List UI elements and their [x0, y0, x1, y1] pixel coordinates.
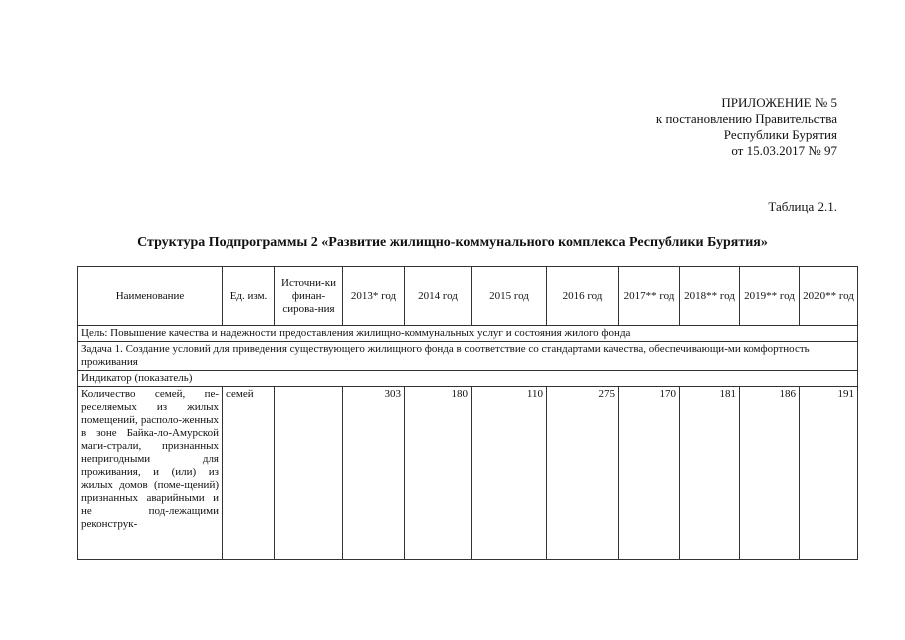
- col-header-2019: 2019** год: [740, 267, 800, 326]
- col-header-2018: 2018** год: [680, 267, 740, 326]
- appendix-line-republic: Республики Бурятия: [723, 127, 837, 142]
- value-2016: 275: [547, 387, 619, 560]
- indicator-source: [275, 387, 343, 560]
- col-header-2016: 2016 год: [547, 267, 619, 326]
- appendix-number: ПРИЛОЖЕНИЕ № 5: [721, 95, 837, 110]
- indicator-header-row: [78, 371, 858, 387]
- appendix-header: [656, 95, 837, 159]
- col-header-unit: Ед. изм.: [223, 267, 275, 326]
- task-text: Задача 1. Создание условий для приведения существующего жилищного фонда в соответствие со стандартами качества, обеспечивающи-ми комфортность проживания: [78, 342, 858, 371]
- value-2017: 170: [619, 387, 680, 560]
- structure-table: [77, 266, 858, 560]
- value-2019: 186: [740, 387, 800, 560]
- value-2013: 303: [343, 387, 405, 560]
- col-header-2017: 2017** год: [619, 267, 680, 326]
- indicator-header: Индикатор (показатель): [78, 371, 858, 387]
- value-2018: 181: [680, 387, 740, 560]
- appendix-line-resolution: к постановлению Правительства: [655, 111, 837, 126]
- col-header-name: Наименование: [78, 267, 223, 326]
- goal-text: Цель: Повышение качества и надежности предоставления жилищно-коммунальных услуг и состояния жилого фонда: [78, 326, 858, 342]
- col-header-2015: 2015 год: [472, 267, 547, 326]
- table-row: [78, 387, 858, 560]
- document-title: Структура Подпрограммы 2 «Развитие жилищно-коммунального комплекса Республики Бурятия»: [137, 235, 768, 250]
- table-header-row: [78, 267, 858, 326]
- indicator-name: Количество семей, пе-реселяемых из жилых помещений, располо-женных в зоне Байка-ло-Амурской маги-страли, признанных непригодными для проживания, и (или) из жилых домов (поме-щений) признанных аварийными и не под-лежащими реконструк-: [78, 387, 223, 560]
- value-2015: 110: [472, 387, 547, 560]
- goal-row: [78, 326, 858, 342]
- table-caption: Таблица 2.1.: [768, 199, 837, 214]
- value-2020: 191: [800, 387, 858, 560]
- col-header-2014: 2014 год: [405, 267, 472, 326]
- col-header-2020: 2020** год: [800, 267, 858, 326]
- value-2014: 180: [405, 387, 472, 560]
- col-header-source: Источни-ки финан-сирова-ния: [275, 267, 343, 326]
- indicator-unit: семей: [223, 387, 275, 560]
- appendix-line-date: от 15.03.2017 № 97: [731, 143, 837, 158]
- col-header-2013: 2013* год: [343, 267, 405, 326]
- task-row: [78, 342, 858, 371]
